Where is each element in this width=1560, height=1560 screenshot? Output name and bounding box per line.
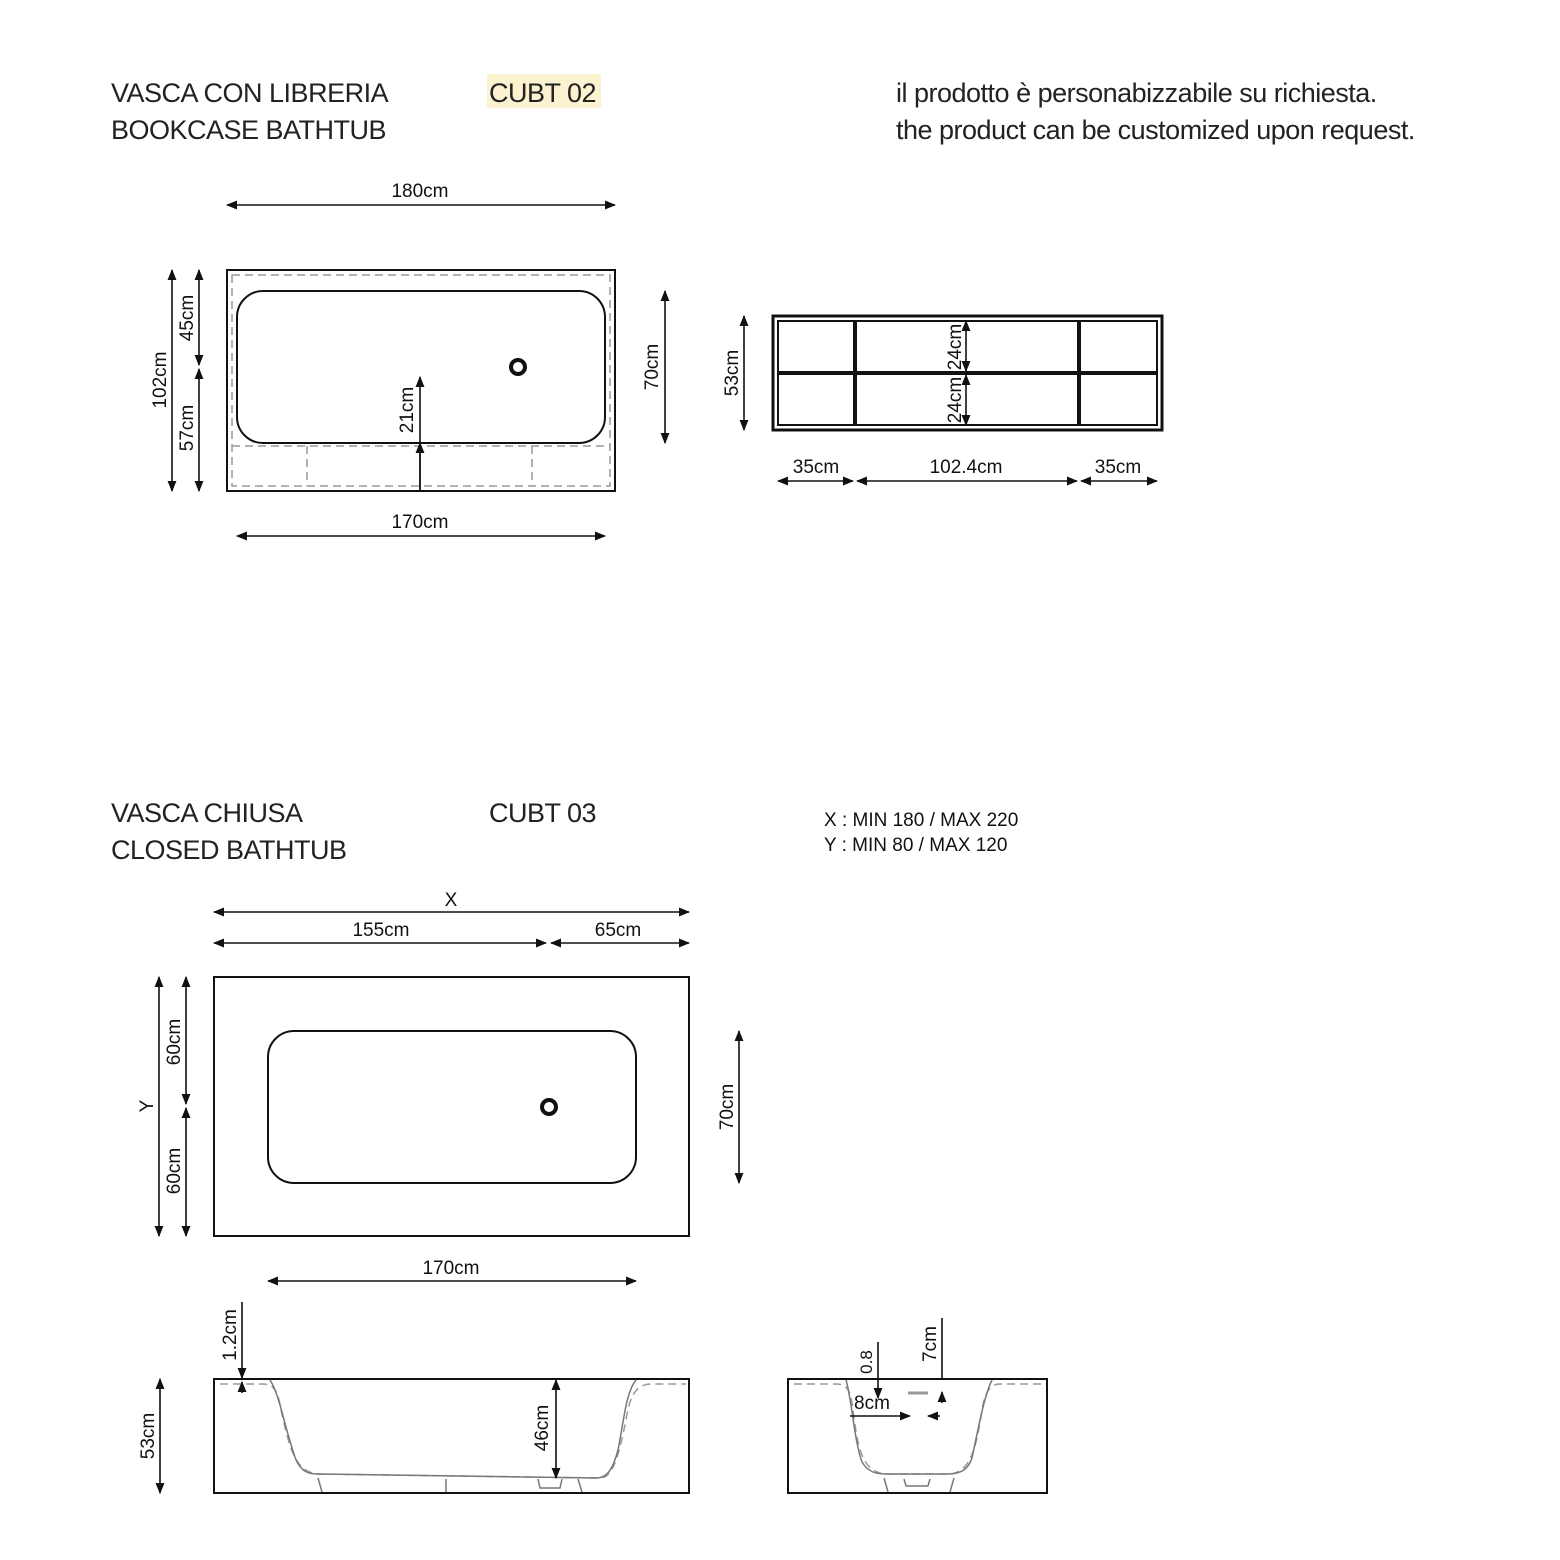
dim-depth-top: 45cm — [177, 294, 198, 342]
section-long-cubt03 — [138, 1302, 689, 1493]
closed-tub-outer — [214, 977, 689, 1236]
dim-shelf-upper: 24cm — [945, 323, 966, 371]
front-view-cubt02 — [722, 316, 1162, 481]
dim-width-right: 65cm — [594, 920, 642, 941]
dim-top: 7cm — [920, 1326, 941, 1362]
basin-feet — [318, 1478, 582, 1492]
dim-small: 0.8 — [857, 1350, 876, 1374]
drain-icon — [511, 360, 525, 374]
product-a-code: CUBT 02 — [489, 78, 597, 108]
dim-shelf-depth: 21cm — [397, 386, 418, 434]
dim-depth-bottom: 57cm — [177, 404, 198, 452]
note-english: the product can be customized upon request. — [896, 115, 1415, 145]
plan-view-cubt02 — [150, 181, 665, 536]
inner-dashed-outline — [232, 275, 610, 486]
basin-section-profile — [270, 1380, 636, 1478]
short-basin-dashed — [794, 1384, 1042, 1474]
dim-width-inner: 170cm — [391, 512, 449, 533]
closed-tub-basin — [268, 1031, 636, 1183]
plan-view-cubt03 — [137, 890, 739, 1281]
dim-depth-top: 60cm — [164, 1018, 185, 1066]
dim-bay-center: 102.4cm — [929, 457, 1003, 478]
dim-y-label: Y — [137, 1099, 158, 1113]
section-short-cubt03 — [788, 1318, 1047, 1493]
product-b-name-en: CLOSED BATHTUB — [111, 835, 347, 865]
section-short-outline — [788, 1379, 1047, 1493]
dim-width-left: 155cm — [352, 920, 410, 941]
dim-inner-length: 170cm — [422, 1258, 480, 1279]
basin-outline — [237, 291, 605, 443]
note-italian: il prodotto è personabizzabile su richiesta. — [896, 78, 1377, 108]
range-x: X : MIN 180 / MAX 220 — [824, 810, 1019, 831]
dim-inner-depth: 70cm — [642, 343, 663, 391]
dim-bay-right: 35cm — [1094, 457, 1142, 478]
dim-basin-depth: 46cm — [532, 1404, 553, 1452]
dim-x-label: X — [444, 890, 458, 911]
dim-rim: 1.2cm — [220, 1309, 241, 1361]
dim-front-height: 53cm — [722, 349, 743, 397]
header-cubt02 — [111, 74, 1415, 145]
dim-height: 53cm — [138, 1412, 159, 1460]
dim-depth-total: 102cm — [150, 351, 171, 409]
short-basin-feet — [884, 1478, 954, 1492]
dim-inner-depth: 70cm — [717, 1083, 738, 1131]
product-a-name-en: BOOKCASE BATHTUB — [111, 115, 387, 145]
dim-width-total: 180cm — [391, 181, 449, 202]
drain-icon — [542, 1100, 556, 1114]
product-b-code: CUBT 03 — [489, 798, 597, 828]
header-cubt03 — [111, 798, 1018, 865]
product-b-name-it: VASCA CHIUSA — [111, 798, 303, 828]
basin-section-dashed — [220, 1384, 686, 1478]
range-y: Y : MIN 80 / MAX 120 — [824, 835, 1008, 856]
dim-depth-bottom: 60cm — [164, 1147, 185, 1195]
dim-shelf-lower: 24cm — [945, 376, 966, 424]
dim-offset: 8cm — [854, 1393, 890, 1414]
product-a-name-it: VASCA CON LIBRERIA — [111, 78, 389, 108]
dim-bay-left: 35cm — [792, 457, 840, 478]
tub-outer-outline — [227, 270, 615, 491]
